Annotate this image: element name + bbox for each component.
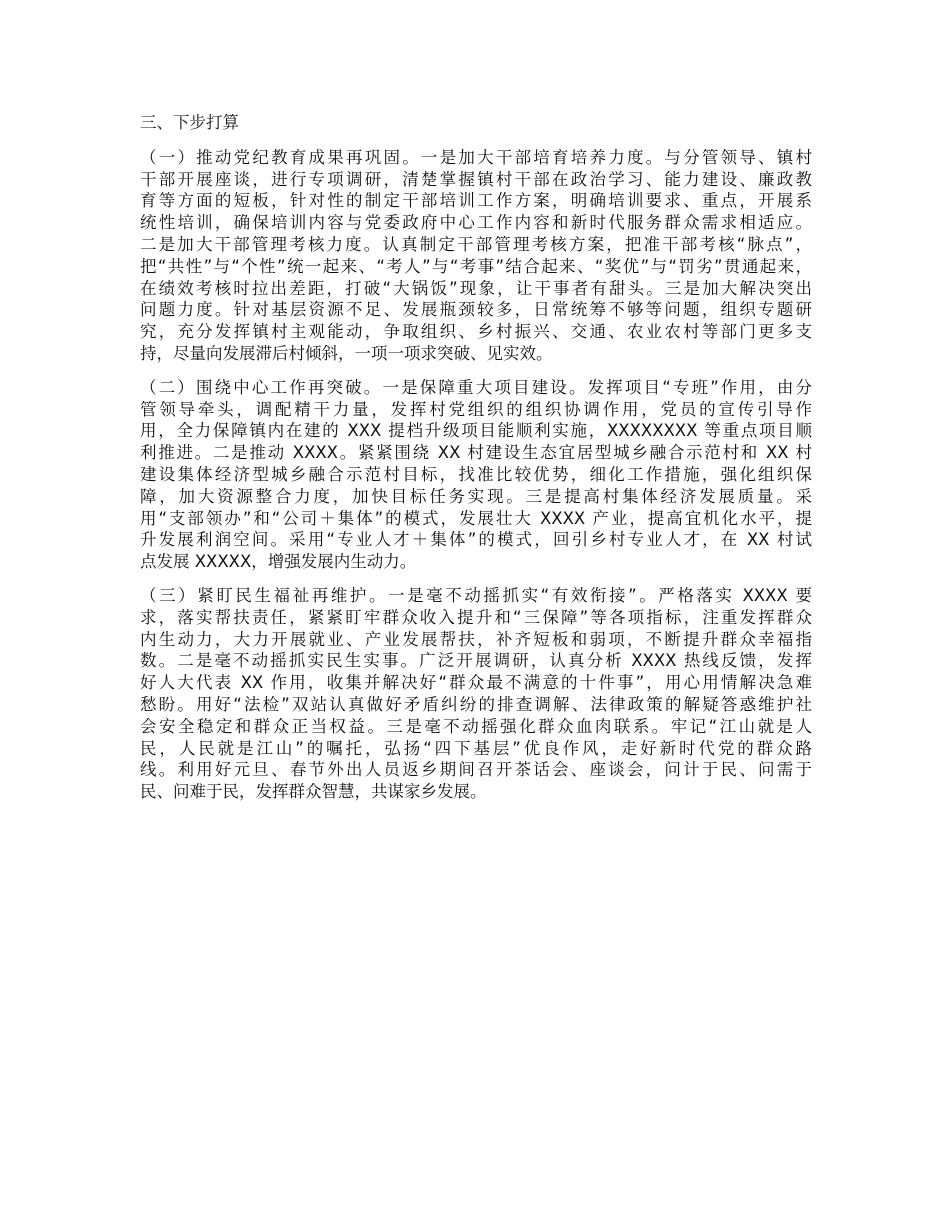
text-line: 建设集体经济型城乡融合示范村目标，找准比较优势，细化工作措施，强化组织保 [140, 464, 812, 484]
text-line: 民、问难于民，发挥群众智慧，共谋家乡发展。 [140, 782, 487, 802]
text-line: 愁盼。用好“法检”双站认真做好矛盾纠纷的排查调解、法律政策的解疑答惑维护社 [140, 694, 812, 714]
section-heading: 三、下步打算 [140, 113, 239, 132]
text-line: 升发展利润空间。采用“专业人才＋集体”的模式，回引乡村专业人才，在 XX 村试 [140, 530, 812, 550]
text-line: 好人大代表 XX 作用，收集并解决好“群众最不满意的十件事”，用心用情解决急难 [140, 673, 812, 693]
text-line: 把“共性”与“个性”统一起来、“考人”与“考事”结合起来、“奖优”与“罚劣”贯通起来， [140, 256, 812, 276]
paragraph-party-discipline [140, 147, 812, 365]
text-line: 二是加大干部管理考核力度。认真制定干部管理考核方案，把准干部考核“脉点”， [140, 234, 812, 254]
text-line: 会安全稳定和群众正当权益。三是毫不动摇强化群众血肉联系。牢记“江山就是人 [140, 716, 812, 736]
text-line: 干部开展座谈，进行专项调研，清楚掌握镇村干部在政治学习、能力建设、廉政教 [140, 169, 812, 189]
text-line: 点发展 XXXXX，增强发展内生动力。 [140, 552, 417, 572]
text-line: 利推进。二是推动 XXXX。紧紧围绕 XX 村建设生态宜居型城乡融合示范村和 XX 村 [140, 443, 812, 463]
text-line: 究，充分发挥镇村主观能动，争取组织、乡村振兴、交通、农业农村等部门更多支 [140, 322, 812, 342]
text-line: 问题力度。针对基层资源不足、发展瓶颈较多，日常统筹不够等问题，组织专题研 [140, 300, 812, 320]
text-line: 障，加大资源整合力度，加快目标任务实现。三是提高村集体经济发展质量。采 [140, 486, 812, 506]
text-line: （二）围绕中心工作再突破。一是保障重大项目建设。发挥项目“专班”作用，由分 [140, 377, 812, 397]
text-line: 内生动力，大力开展就业、产业发展帮扶，补齐短板和弱项，不断提升群众幸福指 [140, 629, 812, 649]
text-line: 持，尽量向发展滞后村倾斜，一项一项求突破、见实效。 [140, 343, 553, 363]
text-line: 民，人民就是江山”的嘱托，弘扬“四下基层”优良作风，走好新时代党的群众路 [140, 738, 812, 758]
text-line: （一）推动党纪教育成果再巩固。一是加大干部培育培养力度。与分管领导、镇村 [140, 147, 812, 167]
paragraph-central-work [140, 377, 812, 573]
text-line: 用，全力保障镇内在建的 XXX 提档升级项目能顺利实施，XXXXXXXX 等重点项目顺 [140, 421, 812, 441]
text-line: 求，落实帮扶责任，紧紧盯牢群众收入提升和“三保障”等各项指标，注重发挥群众 [140, 607, 812, 627]
document-page [140, 112, 812, 815]
text-line: 在绩效考核时拉出差距，打破“大锅饭”现象，让干事者有甜头。三是加大解决突出 [140, 278, 812, 298]
text-line: 管领导牵头，调配精干力量，发挥村党组织的组织协调作用，党员的宣传引导作 [140, 399, 812, 419]
text-line: 统性培训，确保培训内容与党委政府中心工作内容和新时代服务群众需求相适应。 [140, 213, 812, 233]
text-line: 育等方面的短板，针对性的制定干部培训工作方案，明确培训要求、重点，开展系 [140, 191, 812, 211]
text-line: （三）紧盯民生福祉再维护。一是毫不动摇抓实“有效衔接”。严格落实 XXXX 要 [140, 585, 812, 605]
paragraph-livelihood [140, 585, 812, 803]
text-line: 用“支部领办”和“公司＋集体”的模式，发展壮大 XXXX 产业，提高宜机化水平，提 [140, 508, 812, 528]
document-body [140, 147, 812, 803]
text-line: 线。利用好元旦、春节外出人员返乡期间召开茶话会、座谈会，问计于民、问需于 [140, 760, 812, 780]
text-line: 数。二是毫不动摇抓实民生实事。广泛开展调研，认真分析 XXXX 热线反馈，发挥 [140, 651, 812, 671]
